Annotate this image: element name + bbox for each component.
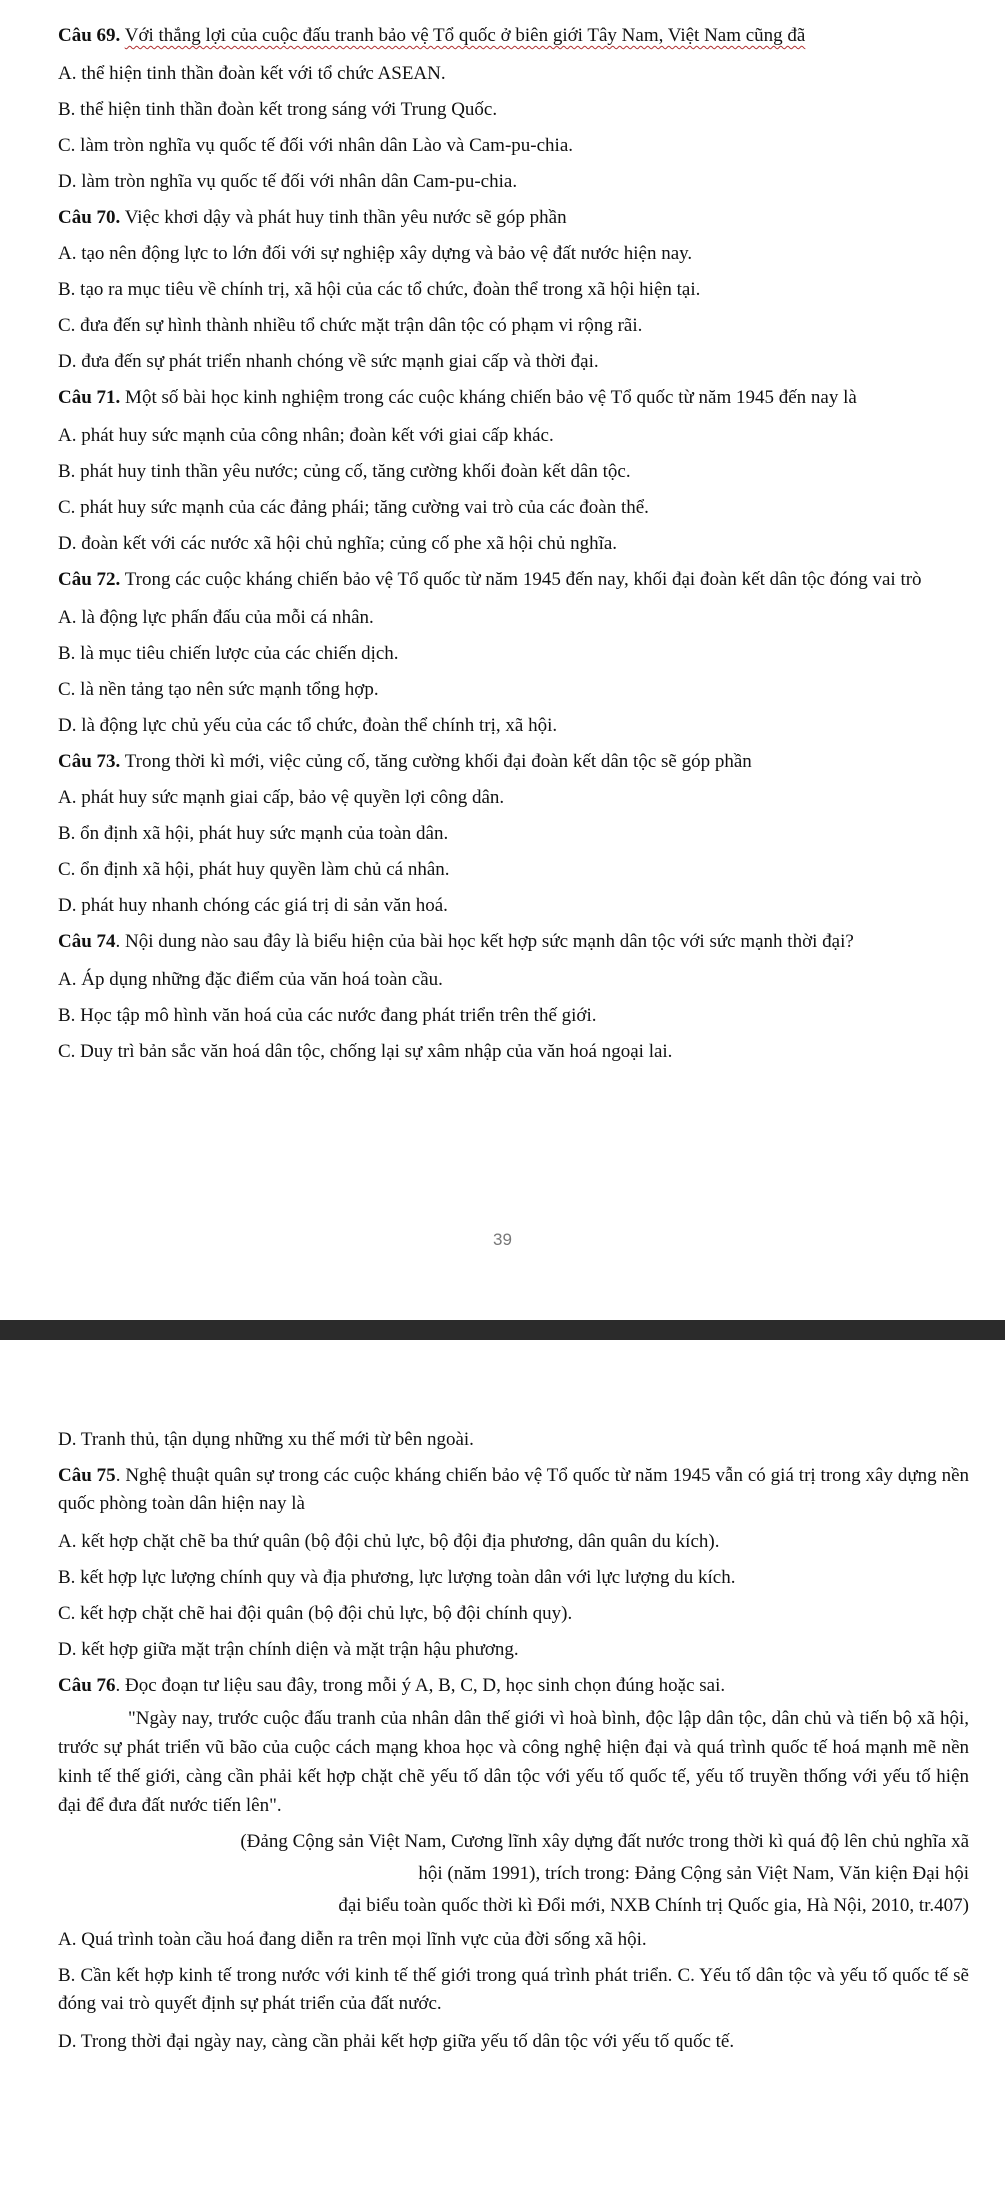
question-75-option-c: C. kết hợp chặt chẽ hai đội quân (bộ đội chủ lực, bộ đội chính quy). <box>58 1603 573 1624</box>
question-73-label: Câu 73. <box>58 751 121 772</box>
question-74-stem <box>58 928 969 956</box>
question-75-stem <box>58 1462 969 1518</box>
question-75-option-b: B. kết hợp lực lượng chính quy và địa phương, lực lượng toàn dân với lực lượng du kích. <box>58 1567 736 1588</box>
question-70-text: Việc khơi dậy và phát huy tinh thần yêu nước sẽ góp phần <box>124 207 567 228</box>
question-74-option-d: D. Tranh thủ, tận dụng những xu thế mới từ bên ngoài. <box>58 1429 474 1450</box>
question-76-stem <box>58 1668 969 1704</box>
question-71-option-c: C. phát huy sức mạnh của các đảng phái; tăng cường vai trò của các đoàn thể. <box>58 497 649 518</box>
question-74-label: Câu 74 <box>58 931 116 952</box>
question-69-option-a: A. thể hiện tinh thần đoàn kết với tổ chức ASEAN. <box>58 63 446 84</box>
question-76-quote: "Ngày nay, trước cuộc đấu tranh của nhân dân thế giới vì hoà bình, độc lập dân tộc, dân chủ và tiến bộ xã hội, trước sự phát triển vũ bão của cuộc cách mạng khoa học và công nghệ hiện đại và quá trình quốc tế hoá mạnh mẽ nền kinh tế thế giới, càng cần phải kết hợp chặt chẽ yếu tố dân tộc với yếu tố quốc tế, yếu tố truyền thống với yếu tố hiện đại để đưa đất nước tiến lên". <box>58 1708 969 1816</box>
question-71-option-d: D. đoàn kết với các nước xã hội chủ nghĩa; củng cố phe xã hội chủ nghĩa. <box>58 533 618 554</box>
question-74-option-a: A. Áp dụng những đặc điểm của văn hoá toàn cầu. <box>58 969 443 990</box>
question-72-text: Trong các cuộc kháng chiến bảo vệ Tổ quốc từ năm 1945 đến nay, khối đại đoàn kết dân tộc đóng vai trò <box>124 569 922 590</box>
question-72-option-a: A. là động lực phấn đấu của mỗi cá nhân. <box>58 607 374 628</box>
question-72-label: Câu 72. <box>58 569 121 590</box>
question-74-option-b: B. Học tập mô hình văn hoá của các nước đang phát triển trên thế giới. <box>58 1005 597 1026</box>
question-70-option-a: A. tạo nên động lực to lớn đối với sự nghiệp xây dựng và bảo vệ đất nước hiện nay. <box>58 243 693 264</box>
question-76-label: Câu 76 <box>58 1675 116 1696</box>
question-71-label: Câu 71. <box>58 387 121 408</box>
question-76-source-line-1: (Đảng Cộng sản Việt Nam, Cương lĩnh xây dựng đất nước trong thời kì quá độ lên chủ nghĩa xã <box>240 1831 969 1852</box>
question-76-option-a: A. Quá trình toàn cầu hoá đang diễn ra trên mọi lĩnh vực của đời sống xã hội. <box>58 1929 647 1950</box>
question-69-option-c: C. làm tròn nghĩa vụ quốc tế đối với nhân dân Lào và Cam-pu-chia. <box>58 135 574 156</box>
question-73-option-b: B. ổn định xã hội, phát huy sức mạnh của toàn dân. <box>58 823 449 844</box>
question-69-text: Với thắng lợi của cuộc đấu tranh bảo vệ Tổ quốc ở biên giới Tây Nam, Việt Nam cũng đã <box>124 25 806 46</box>
question-76-source-line-3: đại biểu toàn quốc thời kì Đổi mới, NXB Chính trị Quốc gia, Hà Nội, 2010, tr.407) <box>338 1895 969 1916</box>
question-73-option-c: C. ổn định xã hội, phát huy quyền làm chủ cá nhân. <box>58 859 450 880</box>
question-71-text: Một số bài học kinh nghiệm trong các cuộc kháng chiến bảo vệ Tổ quốc từ năm 1945 đến nay là <box>125 387 857 408</box>
question-73-text: Trong thời kì mới, việc củng cố, tăng cường khối đại đoàn kết dân tộc sẽ góp phần <box>124 751 752 772</box>
page-number: 39 <box>493 1230 512 1249</box>
question-70-option-b: B. tạo ra mục tiêu về chính trị, xã hội của các tổ chức, đoàn thể trong xã hội hiện tại. <box>58 279 701 300</box>
question-72-option-d: D. là động lực chủ yếu của các tổ chức, đoàn thể chính trị, xã hội. <box>58 715 558 736</box>
question-76-option-d: D. Trong thời đại ngày nay, càng cần phải kết hợp giữa yếu tố dân tộc với yếu tố quốc tế. <box>58 2031 735 2052</box>
question-69-stem <box>58 22 969 50</box>
question-72-option-c: C. là nền tảng tạo nên sức mạnh tổng hợp. <box>58 679 379 700</box>
question-72-stem <box>58 566 969 594</box>
question-71-option-a: A. phát huy sức mạnh của công nhân; đoàn kết với giai cấp khác. <box>58 425 554 446</box>
question-73-option-d: D. phát huy nhanh chóng các giá trị di sản văn hoá. <box>58 895 448 916</box>
question-69-label: Câu 69. <box>58 25 121 46</box>
question-76-option-b-c: B. Cần kết hợp kinh tế trong nước với kinh tế thế giới trong quá trình phát triển. C. Yếu tố dân tộc và yếu tố quốc tế sẽ đóng vai trò quyết định sự phát triển của đất nước. <box>58 1965 969 2014</box>
question-70-stem <box>58 200 969 236</box>
question-71-stem <box>58 384 969 412</box>
question-70-option-c: C. đưa đến sự hình thành nhiều tổ chức mặt trận dân tộc có phạm vi rộng rãi. <box>58 315 643 336</box>
question-71-option-b: B. phát huy tinh thần yêu nước; củng cố, tăng cường khối đoàn kết dân tộc. <box>58 461 631 482</box>
question-73-stem <box>58 744 969 780</box>
question-73-option-a: A. phát huy sức mạnh giai cấp, bảo vệ quyền lợi công dân. <box>58 787 505 808</box>
question-75-label: Câu 75 <box>58 1465 116 1486</box>
question-75-text: . Nghệ thuật quân sự trong các cuộc kháng chiến bảo vệ Tổ quốc từ năm 1945 vẫn có giá trị trong xây dựng nền quốc phòng toàn dân hiện nay là <box>58 1465 970 1514</box>
question-76-source-line-2: hội (năm 1991), trích trong: Đảng Cộng sản Việt Nam, Văn kiện Đại hội <box>418 1863 969 1884</box>
question-76-text: . Đọc đoạn tư liệu sau đây, trong mỗi ý A, B, C, D, học sinh chọn đúng hoặc sai. <box>115 1675 726 1696</box>
question-75-option-a: A. kết hợp chặt chẽ ba thứ quân (bộ đội chủ lực, bộ đội địa phương, dân quân du kích). <box>58 1531 720 1552</box>
page-divider <box>0 1320 1005 1340</box>
question-70-label: Câu 70. <box>58 207 121 228</box>
question-69-option-d: D. làm tròn nghĩa vụ quốc tế đối với nhân dân Cam-pu-chia. <box>58 171 518 192</box>
question-74-option-c: C. Duy trì bản sắc văn hoá dân tộc, chống lại sự xâm nhập của văn hoá ngoại lai. <box>58 1041 673 1062</box>
question-70-option-d: D. đưa đến sự phát triển nhanh chóng về sức mạnh giai cấp và thời đại. <box>58 351 599 372</box>
question-75-option-d: D. kết hợp giữa mặt trận chính diện và mặt trận hậu phương. <box>58 1639 519 1660</box>
question-74-text: . Nội dung nào sau đây là biểu hiện của bài học kết hợp sức mạnh dân tộc với sức mạnh thời đại? <box>115 931 854 952</box>
question-69-option-b: B. thể hiện tinh thần đoàn kết trong sáng với Trung Quốc. <box>58 99 498 120</box>
document-page-2 <box>0 1340 1005 2206</box>
question-72-option-b: B. là mục tiêu chiến lược của các chiến dịch. <box>58 643 399 664</box>
